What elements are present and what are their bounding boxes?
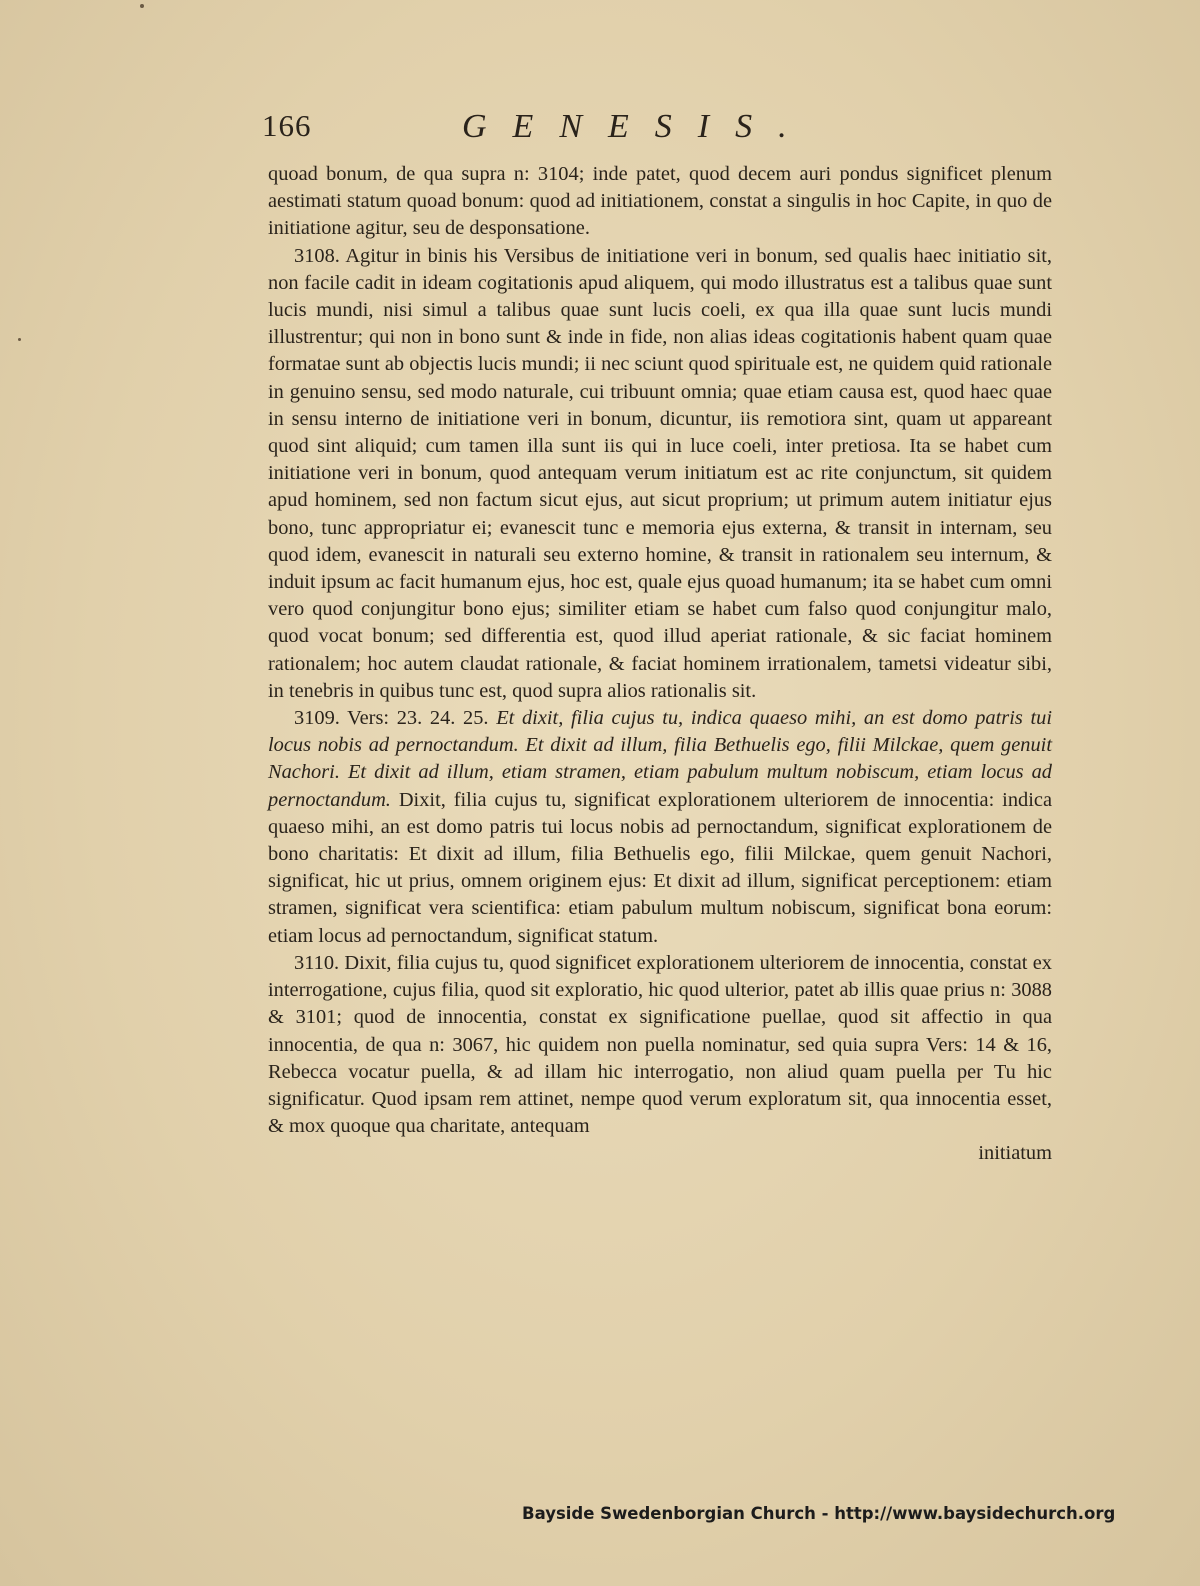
page-number: 166 — [262, 108, 312, 143]
footer-credit: Bayside Swedenborgian Church - http://www.baysidechurch.org — [522, 1504, 1116, 1523]
paper-speck — [140, 4, 144, 8]
page-header — [262, 108, 1050, 148]
body-text — [268, 161, 1052, 1168]
paragraph-3109 — [268, 705, 1052, 950]
scripture-quotation: Et dixit, filia cujus tu, indica quaeso mihi, an est domo patris tui locus nobis ad pernoctandum. Et dixit ad illum, filia Bethuelis ego, filii Milckae, quem genuit Nachori. Et dixit ad illum, etiam stramen, etiam pabulum multum nobiscum, etiam locus ad pernoctandum. — [268, 707, 1052, 811]
paragraph-3110: 3110. Dixit, filia cujus tu, quod significet explorationem ulteriorem de innocentia, constat ex interrogatione, cujus filia, quod sit exploratio, hic quod ulterior, patet ab illis quae prius n: 3088 & 3101; quod de innocentia, constat ex significatione puellae, quod sit affectio in qua innocentia, de qua n: 3067, hic quidem non puella nominatur, sed quia supra Vers: 14 & 16, Rebecca vocatur puella, & ad illam hic interrogatio, non aliud quam puella per Tu hic significatur. Quod ipsam rem attinet, nempe quod verum exploratum sit, qua innocentia esset, & mox quoque qua charitate, antequam — [268, 951, 1052, 1138]
exposition-text: Dixit, filia cujus tu, significat explorationem ulteriorem de innocentia: indica quaeso mihi, an est domo patris tui locus nobis ad pernoctandum, significat explorationem de bono charitatis: Et dixit ad illum, filia Bethuelis ego, filii Milckae, quem genuit Nachori, significat, hic ut prius, omnem originem ejus: Et dixit ad illum, significat perceptionem: etiam stramen, significat vera scientifica: etiam pabulum multum nobiscum, significat bona eorum: etiam locus ad pernoctandum, significat statum. — [268, 788, 1052, 947]
paragraph-continuation: quoad bonum, de qua supra n: 3104; inde patet, quod decem auri pondus significet plenum aestimati statum quoad bonum: quod ad initiationem, constat a singulis in hoc Capite, in quo de initiatione agitur, seu de desponsatione. — [268, 163, 1052, 240]
paragraph-3108: 3108. Agitur in binis his Versibus de initiatione veri in bonum, sed qualis haec initiatio sit, non facile cadit in ideam cogitationis apud aliquem, qui modo illustratus est a talibus quae sunt lucis mundi, nisi simul a talibus quae sunt lucis coeli, ex qua illa quae sunt lucis mundi illustrentur; qui non in bono sunt & inde in fide, non alias ideas cogitationis habent quam quae formatae sunt ab objectis lucis mundi; ii nec sciunt quod spirituale est, ne quidem quid rationale in genuino sensu, sed modo naturale, cui tribuunt omnia; quae etiam causa est, quod haec quae in sensu interno de initiatione veri in bonum, dicuntur, iis remotiora sint, quam ut appareant quod sint aliquid; cum tamen illa sunt iis qui in luce coeli, inter pretiosa. Ita se habet cum initiatione veri in bonum, quod antequam verum initiatum est ac rite conjunctum, sit quidem apud hominem, sed non factum sicut ejus, aut sicut proprium; ut primum autem initiatur ejus bono, tunc appropriatur ei; evanescit tunc e memoria ejus externa, & transit in internam, seu quod idem, evanescit in naturali seu externo homine, & transit in rationalem seu internum, & induit ipsum ac facit humanum ejus, hoc est, quale ejus quoad humanum; ita se habet cum omni vero quod conjungitur bono ejus; similiter etiam se habet cum falso quod conjungitur malo, quod vocat bonum; sed differentia est, quod illud aperiat rationale, & sic faciat hominem rationalem; hoc autem claudat rationale, & faciat hominem irrationalem, tametsi videatur sibi, in tenebris in quibus tunc est, quod supra alios rationalis sit. — [268, 244, 1052, 702]
paper-speck — [18, 338, 21, 341]
catchword: initiatum — [978, 1142, 1052, 1165]
verse-reference: 3109. Vers: 23. 24. 25. — [294, 707, 489, 730]
running-title: GENESIS. — [462, 108, 813, 145]
